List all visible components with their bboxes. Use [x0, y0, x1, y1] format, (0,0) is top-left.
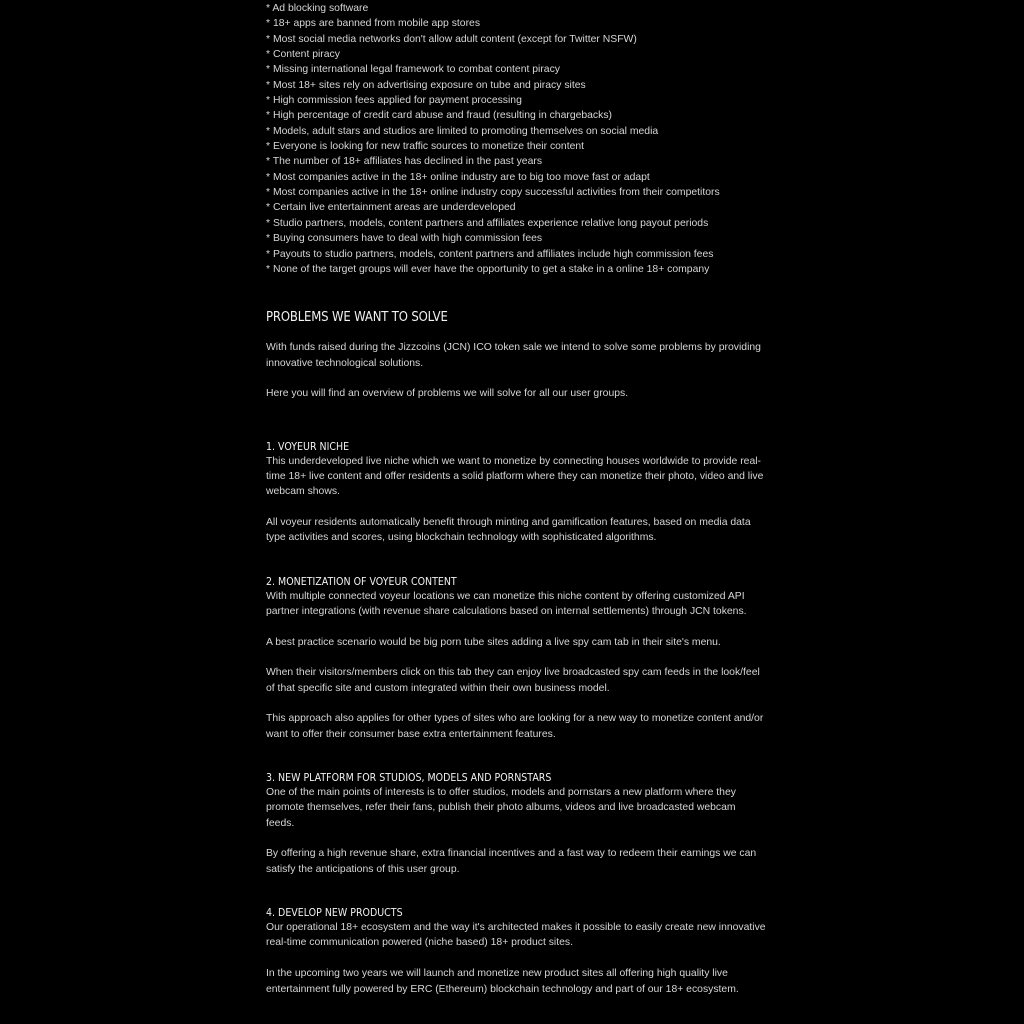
item-title: 2. MONETIZATION OF VOYEUR CONTENT: [266, 574, 457, 588]
list-item: * Missing international legal framework to combat content piracy: [266, 62, 766, 77]
list-item: * Buying consumers have to deal with high commission fees: [266, 231, 766, 246]
list-item: * Everyone is looking for new traffic sources to monetize their content: [266, 139, 766, 154]
list-item: * Payouts to studio partners, models, content partners and affiliates include high commission fees: [266, 247, 766, 262]
section-title: PROBLEMS WE WANT TO SOLVE: [266, 309, 448, 326]
list-item: * Models, adult stars and studios are limited to promoting themselves on social media: [266, 124, 766, 139]
list-item: * Certain live entertainment areas are underdeveloped: [266, 200, 766, 215]
intro-paragraph: Here you will find an overview of problems we will solve for all our user groups.: [266, 388, 629, 400]
item-title: 1. VOYEUR NICHE: [266, 439, 350, 453]
list-item: * Most social media networks don't allow adult content (except for Twitter NSFW): [266, 32, 766, 47]
list-item: * Content piracy: [266, 47, 766, 62]
intro-paragraph: With funds raised during the Jizzcoins (JCN) ICO token sale we intend to solve some problems by providing innovative technological solutions.: [266, 342, 761, 369]
problems-bullet-list: [266, 1, 766, 277]
item-paragraph: In the upcoming two years we will launch and monetize new product sites all offering high quality live entertainment fully powered by ERC (Ethereum) blockchain technology and part of our 18+ ecosystem.: [266, 968, 739, 995]
item-paragraph: This underdeveloped live niche which we want to monetize by connecting houses worldwide to provide real-time 18+ live content and offer residents a solid platform where they can monetize their photo, video and live webcam shows.: [266, 455, 764, 498]
item-paragraph: Our operational 18+ ecosystem and the way it's architected makes it possible to easily create new innovative real-time communication powered (niche based) 18+ product sites.: [266, 922, 766, 949]
item-paragraph: A best practice scenario would be big porn tube sites adding a live spy cam tab in their site's menu.: [266, 636, 721, 648]
list-item: * Most companies active in the 18+ online industry copy successful activities from their competitors: [266, 185, 766, 200]
article-content: [266, 0, 766, 997]
list-item: * Most companies active in the 18+ online industry are to big too move fast or adapt: [266, 170, 766, 185]
item-paragraph: This approach also applies for other types of sites who are looking for a new way to monetize content and/or want to offer their consumer base extra entertainment features.: [266, 713, 764, 740]
item-title: 4. DEVELOP NEW PRODUCTS: [266, 906, 403, 920]
item-paragraph: With multiple connected voyeur locations we can monetize this niche content by offering customized API partner integrations (with revenue share calculations based on internal settlements) through JCN tokens.: [266, 590, 747, 617]
item-paragraph: One of the main points of interests is to offer studios, models and pornstars a new platform where they promote themselves, refer their fans, publish their photo albums, videos and live broadcasted webcam feeds.: [266, 787, 736, 829]
list-item: * 18+ apps are banned from mobile app stores: [266, 16, 766, 31]
list-item: * Most 18+ sites rely on advertising exposure on tube and piracy sites: [266, 78, 766, 93]
item-paragraph: When their visitors/members click on this tab they can enjoy live broadcasted spy cam feeds in the look/feel of that specific site and custom integrated within their own business model.: [266, 667, 760, 694]
list-item: * High percentage of credit card abuse and fraud (resulting in chargebacks): [266, 108, 766, 123]
list-item: * The number of 18+ affiliates has declined in the past years: [266, 154, 766, 169]
list-item: * None of the target groups will ever have the opportunity to get a stake in a online 18+ company: [266, 262, 766, 277]
list-item: * Studio partners, models, content partners and affiliates experience relative long payout periods: [266, 216, 766, 231]
list-item: * Ad blocking software: [266, 1, 766, 16]
list-item: * High commission fees applied for payment processing: [266, 93, 766, 108]
item-paragraph: By offering a high revenue share, extra financial incentives and a fast way to redeem their earnings we can satisfy the anticipations of this user group.: [266, 848, 757, 875]
item-title: 3. NEW PLATFORM FOR STUDIOS, MODELS AND PORNSTARS: [266, 771, 552, 785]
item-paragraph: All voyeur residents automatically benefit through minting and gamification features, based on media data type activities and scores, using blockchain technology with sophisticated algorithms.: [266, 516, 751, 544]
